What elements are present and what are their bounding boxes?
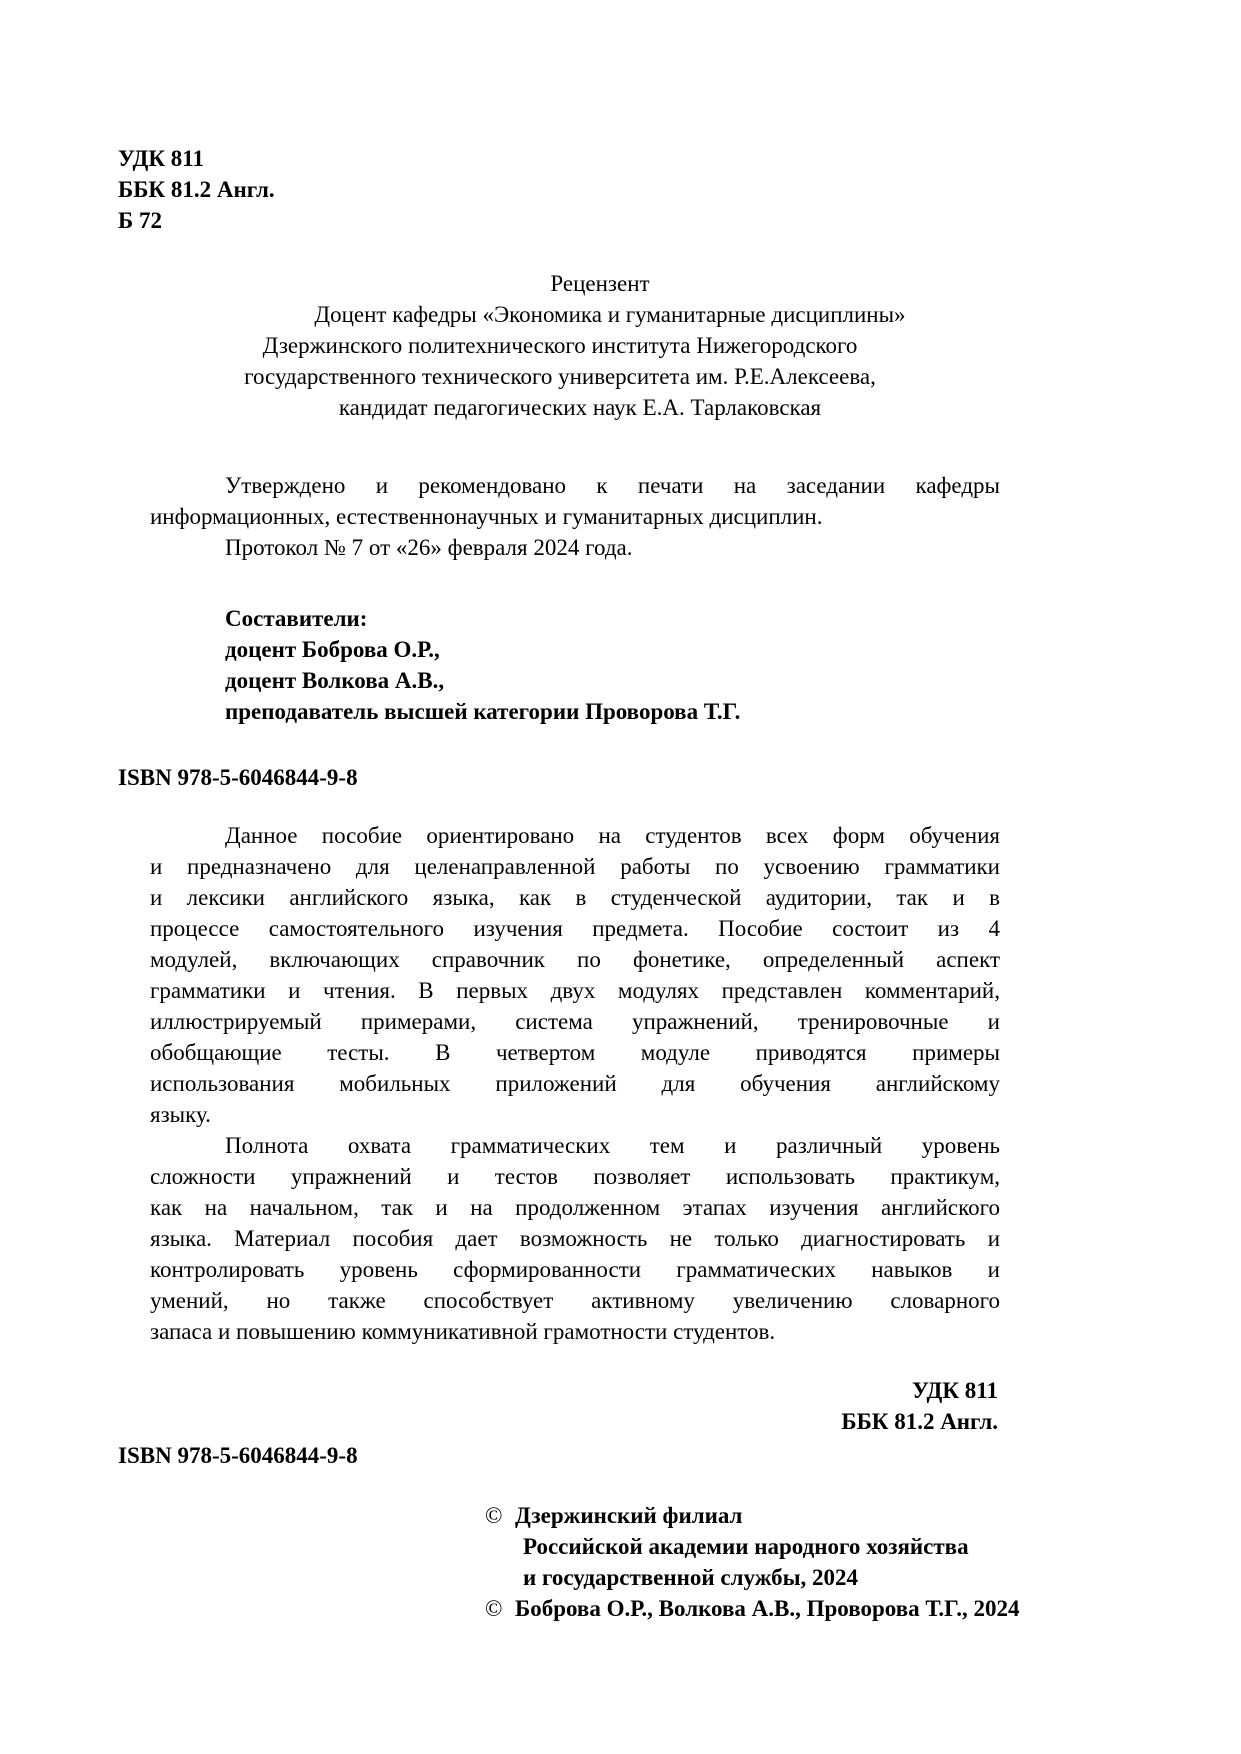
- footer-udk-code: УДК 811: [911, 1378, 998, 1403]
- annotation-line: умений, но также способствует активному увеличению словарного: [150, 1288, 1000, 1313]
- annotation-line: процессе самостоятельного изучения предмета. Пособие состоит из 4: [150, 916, 1000, 941]
- reviewer-line: Дзержинского политехнического института Нижегородского: [262, 333, 858, 358]
- annotation-line: Данное пособие ориентировано на студентов всех форм обучения: [225, 823, 1000, 848]
- annotation-line: обобщающие тесты. В четвертом модуле приводятся примеры: [150, 1040, 1000, 1065]
- approval-line: Утверждено и рекомендовано к печати на заседании кафедры: [225, 473, 1000, 498]
- reviewer-line: Доцент кафедры «Экономика и гуманитарные дисциплины»: [314, 302, 906, 327]
- compiler-name: преподаватель высшей категории Проворова Т.Г.: [225, 699, 741, 724]
- annotation-line: языку.: [150, 1102, 211, 1127]
- reviewer-line: государственного технического университета им. Р.Е.Алексеева,: [244, 364, 876, 389]
- bbk-code: ББК 81.2 Англ.: [118, 177, 275, 202]
- annotation-line: запаса и повышению коммуникативной грамотности студентов.: [150, 1319, 776, 1344]
- annotation-line: языка. Материал пособия дает возможность не только диагностировать и: [150, 1226, 1000, 1251]
- annotation-line: контролировать уровень сформированности грамматических навыков и: [150, 1257, 1000, 1282]
- footer-bbk-code: ББК 81.2 Англ.: [841, 1409, 998, 1434]
- compilers-heading: Составители:: [225, 606, 368, 631]
- annotation-line: иллюстрируемый примерами, система упражнений, тренировочные и: [150, 1009, 1000, 1034]
- approval-protocol: Протокол № 7 от «26» февраля 2024 года.: [225, 535, 633, 560]
- isbn: ISBN 978-5-6046844-9-8: [118, 765, 358, 790]
- approval-block: [150, 470, 1000, 563]
- footer-classification: [841, 1375, 998, 1437]
- reviewer-block: [120, 268, 980, 423]
- annotation-line: использования мобильных приложений для обучения английскому: [150, 1071, 1000, 1096]
- footer-isbn: ISBN 978-5-6046844-9-8: [118, 1443, 358, 1468]
- classification-block: [118, 143, 275, 236]
- approval-line: информационных, естественнонаучных и гуманитарных дисциплин.: [150, 504, 823, 529]
- copyright-symbol: ©: [485, 1596, 503, 1621]
- copyright-symbol: ©: [485, 1503, 503, 1528]
- copyright-line: [485, 1500, 1019, 1531]
- annotation-block: [150, 820, 1000, 1347]
- compiler-name: доцент Волкова А.В.,: [225, 668, 445, 693]
- annotation-line: сложности упражнений и тестов позволяет использовать практикум,: [150, 1164, 1000, 1189]
- reviewer-line: кандидат педагогических наук Е.А. Тарлаковская: [338, 395, 822, 420]
- copyright-block: [485, 1500, 1019, 1624]
- copyright-line: [485, 1593, 1019, 1624]
- annotation-line: модулей, включающих справочник по фонетике, определенный аспект: [150, 947, 1000, 972]
- annotation-line: и предназначено для целенаправленной работы по усвоению грамматики: [150, 854, 1000, 879]
- copyright-holder-1: Дзержинский филиал: [515, 1503, 743, 1528]
- reviewer-heading: Рецензент: [550, 271, 650, 296]
- compilers-block: [225, 603, 740, 727]
- author-mark: Б 72: [118, 208, 162, 233]
- udk-code: УДК 811: [118, 146, 205, 171]
- annotation-line: грамматики и чтения. В первых двух модулях представлен комментарий,: [150, 978, 1000, 1003]
- annotation-line: как на начальном, так и на продолженном этапах изучения английского: [150, 1195, 1000, 1220]
- copyright-holder-1-line-2: Российской академии народного хозяйства: [523, 1534, 969, 1559]
- annotation-line: и лексики английского языка, как в студенческой аудитории, так и в: [150, 885, 1000, 910]
- compiler-name: доцент Боброва О.Р.,: [225, 637, 440, 662]
- copyright-holder-2: Боброва О.Р., Волкова А.В., Проворова Т.Г., 2024: [515, 1596, 1020, 1621]
- annotation-line: Полнота охвата грамматических тем и различный уровень: [225, 1133, 1000, 1158]
- copyright-holder-1-line-3: и государственной службы, 2024: [523, 1565, 859, 1590]
